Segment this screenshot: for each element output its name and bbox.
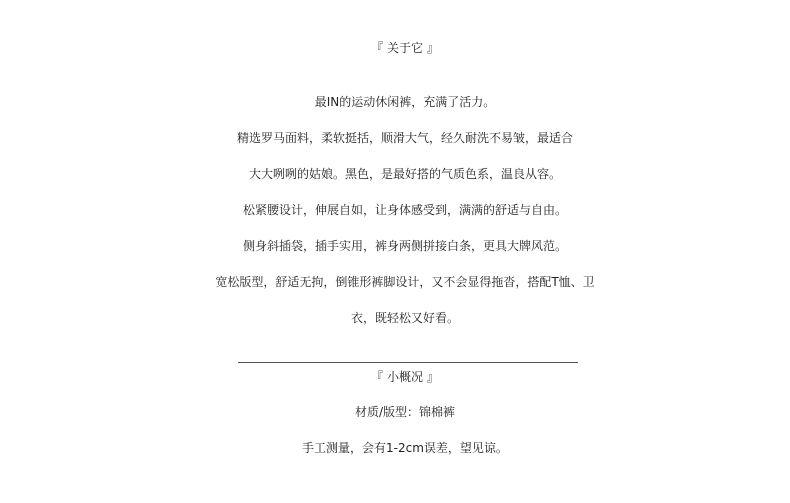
about-line-2: 精选罗马面料，柔软挺括，顺滑大气，经久耐洗不易皱，最适合 — [236, 131, 573, 145]
about-line-6: 宽松版型，舒适无拘，倒锥形裤脚设计，又不会显得拖沓，搭配T恤、卫 — [215, 275, 595, 289]
about-heading: 『 关于它 』 — [371, 41, 439, 55]
about-line-5: 侧身斜插袋，插手实用，裤身两侧拼接白条，更具大牌风范。 — [242, 239, 567, 253]
overview-material: 材质/版型：锦棉裤 — [354, 405, 456, 419]
overview-measurement-note: 手工测量，会有1-2cm误差，望见谅。 — [302, 441, 508, 455]
about-line-4: 松紧腰设计，伸展自如，让身体感受到，满满的舒适与自由。 — [242, 203, 567, 217]
about-line-1: 最IN的运动休闲裤，充满了活力。 — [314, 95, 496, 109]
section-divider — [238, 362, 578, 363]
about-line-7: 衣，既轻松又好看。 — [350, 311, 459, 325]
overview-heading: 『 小概况 』 — [371, 370, 439, 384]
about-line-3: 大大咧咧的姑娘。黑色，是最好搭的气质色系，温良从容。 — [248, 167, 561, 181]
